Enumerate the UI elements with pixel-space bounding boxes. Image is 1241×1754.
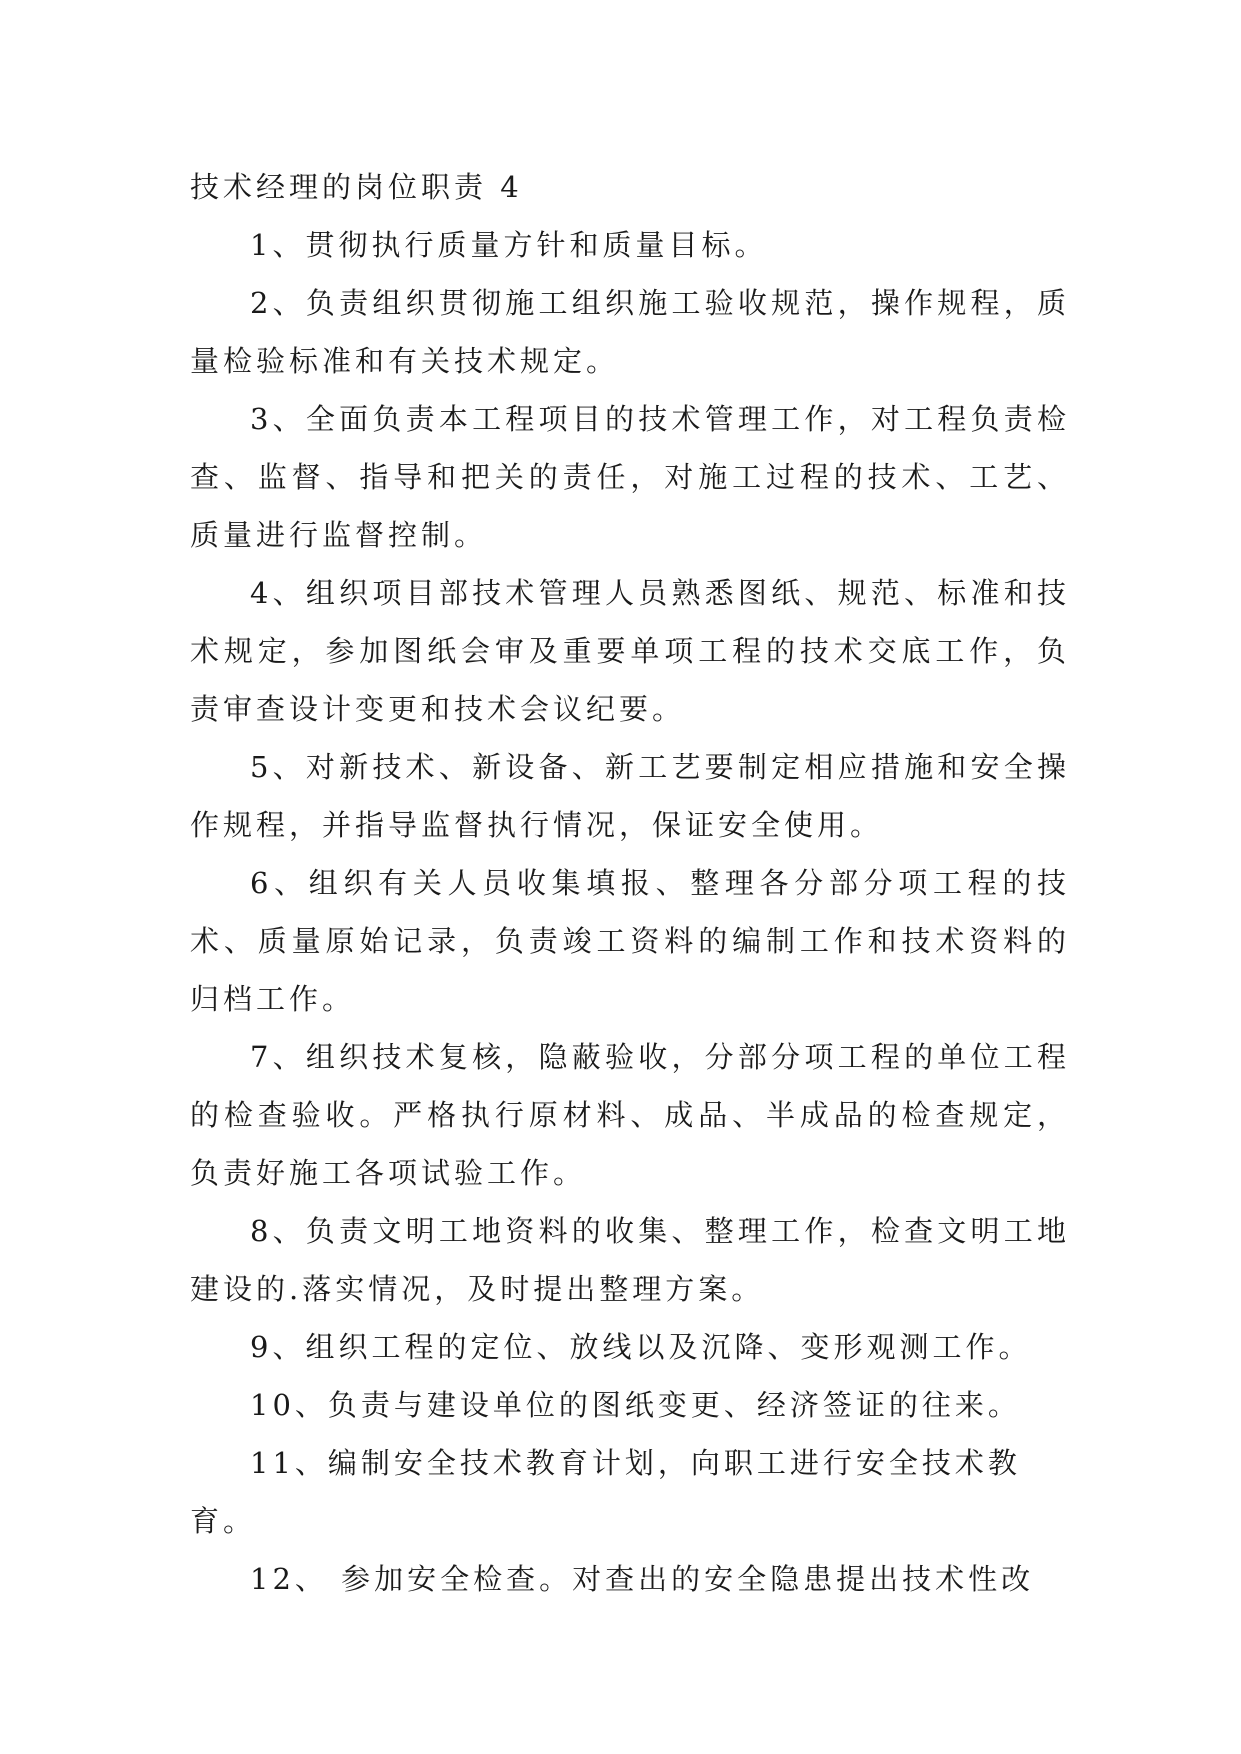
paragraph-4: 4、组织项目部技术管理人员熟悉图纸、规范、标准和技术规定，参加图纸会审及重要单项工程的技术交底工作，负责审查设计变更和技术会议纪要。 xyxy=(190,576,1070,726)
paragraph-9: 9、组织工程的定位、放线以及沉降、变形观测工作。 xyxy=(250,1330,1032,1364)
paragraph-11: 11、编制安全技术教育计划，向职工进行安全技术教育。 xyxy=(190,1446,1021,1538)
paragraph-12: 12、 参加安全检查。对查出的安全隐患提出技术性改 xyxy=(250,1562,1035,1596)
paragraph-1: 1、贯彻执行质量方针和质量目标。 xyxy=(250,228,768,262)
document-body xyxy=(190,158,1070,1608)
paragraph-5: 5、对新技术、新设备、新工艺要制定相应措施和安全操作规程，并指导监督执行情况，保证安全使用。 xyxy=(190,750,1070,842)
paragraph-3: 3、全面负责本工程项目的技术管理工作，对工程负责检查、监督、指导和把关的责任，对施工过程的技术、工艺、质量进行监督控制。 xyxy=(190,402,1070,552)
paragraph-10: 10、负责与建设单位的图纸变更、经济签证的往来。 xyxy=(250,1388,1021,1422)
paragraph-8: 8、负责文明工地资料的收集、整理工作，检查文明工地建设的.落实情况，及时提出整理方案。 xyxy=(190,1214,1070,1306)
paragraph-7: 7、组织技术复核，隐蔽验收，分部分项工程的单位工程的检查验收。严格执行原材料、成品、半成品的检查规定，负责好施工各项试验工作。 xyxy=(190,1040,1070,1190)
document-title: 技术经理的岗位职责 4 xyxy=(190,170,523,204)
paragraph-2: 2、负责组织贯彻施工组织施工验收规范，操作规程，质量检验标准和有关技术规定。 xyxy=(190,286,1070,378)
paragraph-6: 6、组织有关人员收集填报、整理各分部分项工程的技术、质量原始记录，负责竣工资料的编制工作和技术资料的归档工作。 xyxy=(190,866,1070,1016)
